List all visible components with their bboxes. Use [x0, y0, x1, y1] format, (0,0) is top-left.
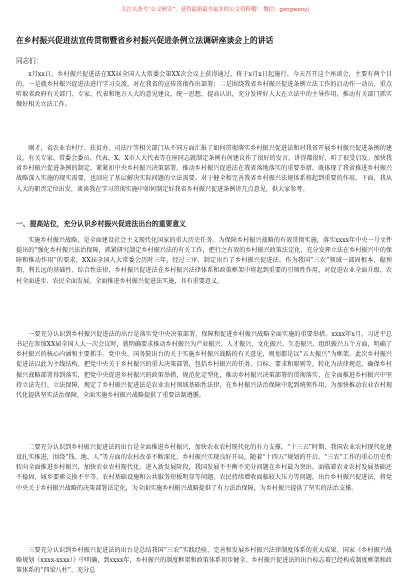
paragraph-point-one: 一要充分认识到乡村振兴促进法的出台是落实党中央决策部署，保障和促进乡村振兴战略全面实施的重要举措。xxxx年x月，习近平总书记在参加XX届全国人大一次会议时，就明确要求推动乡村振兴为产业振兴、人才振兴、文化振兴、生态振兴、组织振兴五个方面，明确了乡村振兴的核心内涵和主要抓手。党中央、国务院出台的关于实施乡村振兴战略的有关意见，规划都是以“五大振兴”为框架。此次乡村振兴促进法以此为主线结构，把党中央关于乡村振兴的重大决策部署，包括乡村振兴的任务、目标、要求和原则等，转化为法律规范，确保乡村振兴战略部署得到落实，把党中央促进乡村振兴的政策举措，规范化定型化，推动乡村振兴决策部署的贯彻落实，在全面推进乡村振兴中坚持立法先行、立法保障，规定了乡村振兴促进法是农业农村领域基础性法律，在乡村振兴法治保障中起到统领作用，为加快推动农业农村现代化提供坚实法治保障，全面实施乡村振兴战略提供了重要法制遵循。 [16, 331, 392, 399]
promo-banner: 关注头条号“公文研究”，获得最新最全最多的公文资料哦！ 微信：gongwenyj [121, 7, 309, 13]
page-title: 在乡村振兴促进法宣传贯彻暨省乡村振兴促进条例立法调研座谈会上的讲话 [16, 36, 274, 45]
paragraph-significance: 实施乡村振兴战略，是全面建设社会主义现代化国家的重大历史任务。为保障乡村振兴战略的有效贯彻实施，落实xxxx年中央一号文件提出的“强化乡村振兴法治保障，抓紧研究制定乡村振兴法的有关工作，把行之有效的乡村振兴政策法定化，充分发挥立法在乡村振兴中的保障和推动作用”的要求，XX届全国人大常委会历时三年，经过三审，制定出台了乡村振兴促进法。作为我国“三农”领域一部固根本、稳预期、利长远的基础性、综合性法律，乡村振兴促进法在乡村振兴法律体系和政策框架中将起到重要的引领性作用，对促进农业全面升级、农村全面进步、农民全面发展，全面推进乡村振兴促进法实施，具有重要意义。 [16, 237, 392, 285]
paragraph-point-three: 三要充分认识到乡村振兴促进法的出台是总结我国“三农”实践经验，完善和发展乡村振兴法律制度体系的重大成果。国家《乡村振兴战略规划（xxxx-xxxx）》中明确，到xxxx年，乡村振兴的制度框架和政策体系初步健全。乡村振兴促进法的出台标志着已经构成制度框架和政策体系的“四梁八柱”，充分总 [16, 547, 392, 575]
section-heading: 一、提高站位，充分认识乡村振兴促进法出台的重要意义 [16, 220, 186, 228]
salutation: 同志们： [16, 57, 43, 65]
paragraph-intro: x月xx日，乡村振兴促进法在XX届全国人大常委会第XX次会议上获得通过，将于x月x日起施行。今天召开这个座谈会，主要有两个目的，一是就乡村振兴促进法进行学习交流，对在我省的宣传贯彻作出部署；二是围绕我省乡村振兴促进条例立法工作的启动作一动员，重点听取省政府有关部门、专家、代表和地方人大的意见建议，统一思想，提高认识，充分发挥好人大在立法中的主导作用，推动有关部门抓实做好相关立法工作。 [16, 71, 392, 109]
paragraph-context: 刚才，省农业农村厅、扶贫办、司法厅等相关部门从不同方面汇报了如何贯彻落实乡村振兴促进法和对我省开展乡村振兴促进条例的建议。有关专家、常委会委员、代表、X、X市人大代表等在座同志就制定条例有何建议作了很好的发言，讲得都很好，听了很受启发。加快我省乡村振兴促进条例的制定，紧紧扣中央乡村振兴决策部署，推动乡村振兴促进法在我省落地落实的重要举措。既体现了我省推进乡村振兴战略深入实施的现实需要，也回应了基层解决实际问题的立法需要。对于健全和完善我省乡村振兴法规体系将起到重要的作用。下面，我从人大的职责定位出发，谈谈我在学习贯彻实施中如何制定好我省乡村振兴促进条例讲几点意见，供大家参考。 [16, 145, 392, 193]
paragraph-point-two: 二要充分认识到乡村振兴促进法的出台是全面推进乡村振兴，加快农业农村现代化的有力支撑。“十三五”时期，我国农业农村现代化建设扎实推进，围绕“钱、地、人”等方面的农村改革不断深化，乡村振兴实现良好开局。随着“十四五”规划的开启，“三农”工作的重心历史性转向全面推进乡村振兴，加快农业农村现代化。进入新发展阶段，我国发展不平衡不充分问题在乡村最为突出。面临着农业农村发展基础还不稳固、城乡要素交换不平等、农村基础设施和公共服务短板明显等问题，农民持续增收面临较大压力等问题，出台乡村振兴促进法，将党中央关于乡村振兴战略的决策部署法定化，为全面实施乡村振兴战略提供了有力法治保障，为乡村振兴提供了坚实的法治支撑。 [16, 444, 392, 492]
